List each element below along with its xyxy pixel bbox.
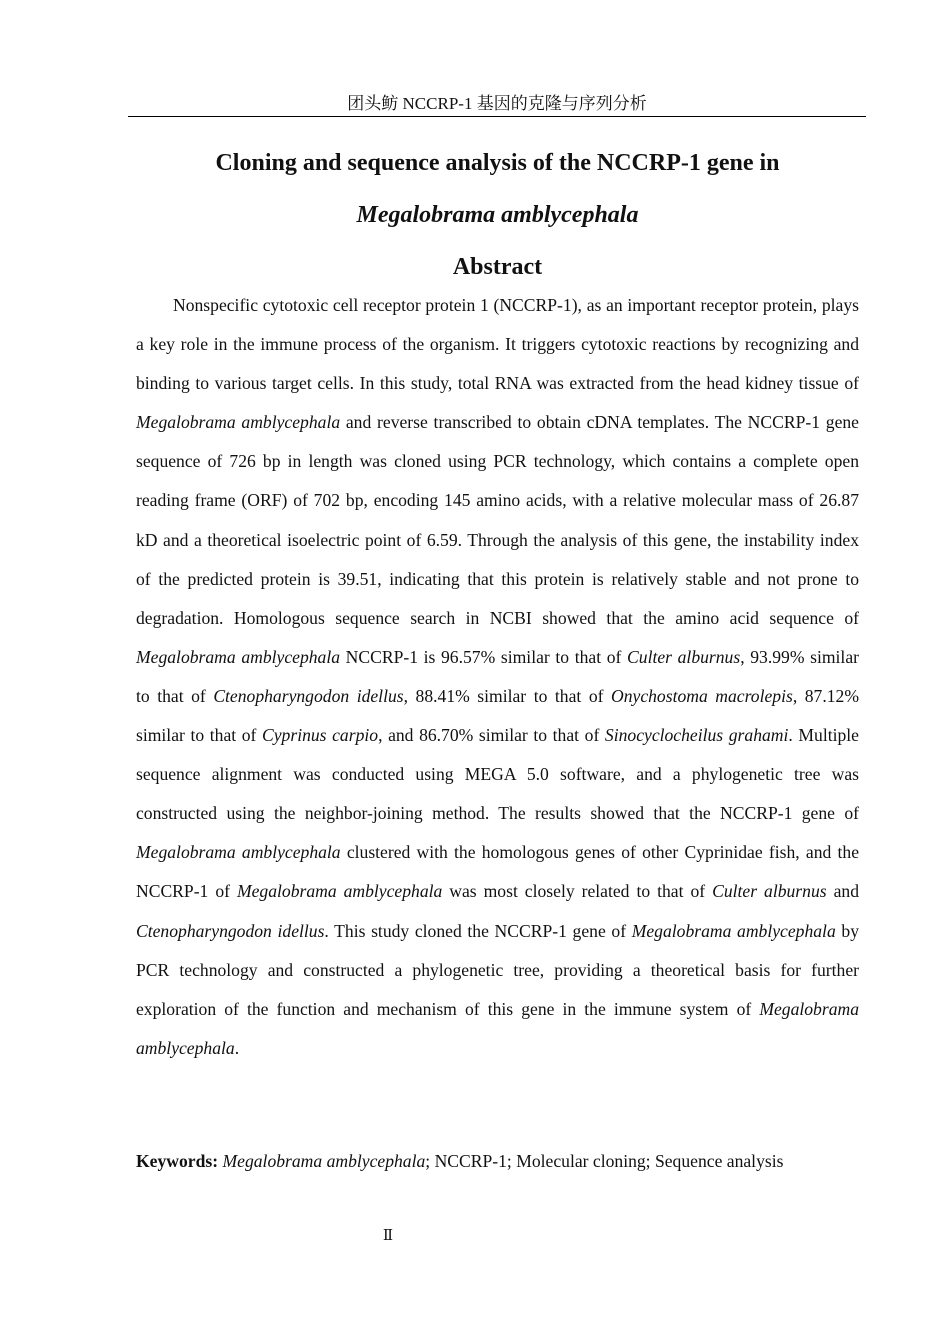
species-name: Onychostoma macrolepis	[611, 685, 793, 706]
abstract-text: and reverse transcribed to obtain cDNA templates. The NCCRP-1 gene sequence of 726 bp in length was cloned using PCR technology, which contains a complete open reading frame (ORF) of 702 bp, encoding 145 amino acids, with a relative molecular mass of 26.87 kD and a theoretical isoelectric point of 6.59. Through the analysis of this gene, the instability index of the predicted protein is 39.51, indicating that this protein is relatively stable and not prone to degradation. Homologous sequence search in NCBI showed that the amino acid sequence of	[136, 412, 859, 628]
species-name: Megalobrama amblycephala	[631, 920, 836, 941]
abstract-text: , 87.12% similar to that of	[136, 685, 859, 746]
abstract-text: . Multiple sequence alignment was conducted using MEGA 5.0 software, and a phylogenetic tree was constructed using the neighbor-joining method. The results showed that the NCCRP-1 gene of	[136, 725, 859, 824]
species-name: Cyprinus carpio	[262, 725, 379, 746]
abstract-text: NCCRP-1 is 96.57% similar to that of	[340, 646, 628, 667]
abstract-text: by PCR technology and constructed a phylogenetic tree, providing a theoretical basis for further exploration of the function and mechanism of this gene in the immune system of	[136, 920, 859, 1019]
species-name: Megalobrama amblycephala	[136, 998, 859, 1058]
species-name: Megalobrama amblycephala	[136, 842, 341, 863]
abstract-text: clustered with the homologous genes of other Cyprinidae fish, and the NCCRP-1 of	[136, 842, 859, 902]
species-name: Megalobrama amblycephala	[136, 412, 341, 433]
abstract-text: was most closely related to that of	[442, 881, 713, 902]
abstract-text: and	[826, 881, 859, 902]
species-name: Ctenopharyngodon idellus	[213, 685, 404, 706]
species-name: Culter alburnus	[712, 881, 827, 902]
abstract-body	[136, 286, 859, 1068]
header-rule	[128, 116, 866, 117]
paper-title-line-1: Cloning and sequence analysis of the NCCRP-1 gene in	[215, 150, 780, 176]
abstract-text: .	[234, 1037, 240, 1058]
keywords-rest: ; NCCRP-1; Molecular cloning; Sequence analysis	[425, 1151, 784, 1171]
abstract-text: , 93.99% similar to that of	[136, 646, 859, 706]
abstract-text: . This study cloned the NCCRP-1 gene of	[324, 920, 632, 941]
keywords-line	[136, 1146, 859, 1176]
paper-title-line-2: Megalobrama amblycephala	[356, 202, 639, 228]
species-name: Ctenopharyngodon idellus	[136, 920, 325, 941]
page-number: Ⅱ	[382, 1228, 394, 1244]
species-name: Culter alburnus	[627, 646, 741, 667]
abstract-text: Nonspecific cytotoxic cell receptor protein 1 (NCCRP-1), as an important receptor protein, plays a key role in the immune process of the organism. It triggers cytotoxic reactions by recognizing and binding to various target cells. In this study, total RNA was extracted from the head kidney tissue of	[136, 295, 859, 394]
keyword-species: Megalobrama amblycephala	[222, 1151, 426, 1171]
species-name: Sinocyclocheilus grahami	[604, 725, 789, 746]
keywords-label: Keywords:	[136, 1151, 219, 1171]
species-name: Megalobrama amblycephala	[236, 881, 443, 902]
abstract-text: , and 86.70% similar to that of	[378, 725, 605, 746]
abstract-heading: Abstract	[452, 254, 543, 280]
abstract-text: , 88.41% similar to that of	[403, 685, 612, 706]
species-name: Megalobrama amblycephala	[136, 646, 341, 667]
running-header: 团头鲂 NCCRP-1 基因的克隆与序列分析	[347, 94, 647, 113]
